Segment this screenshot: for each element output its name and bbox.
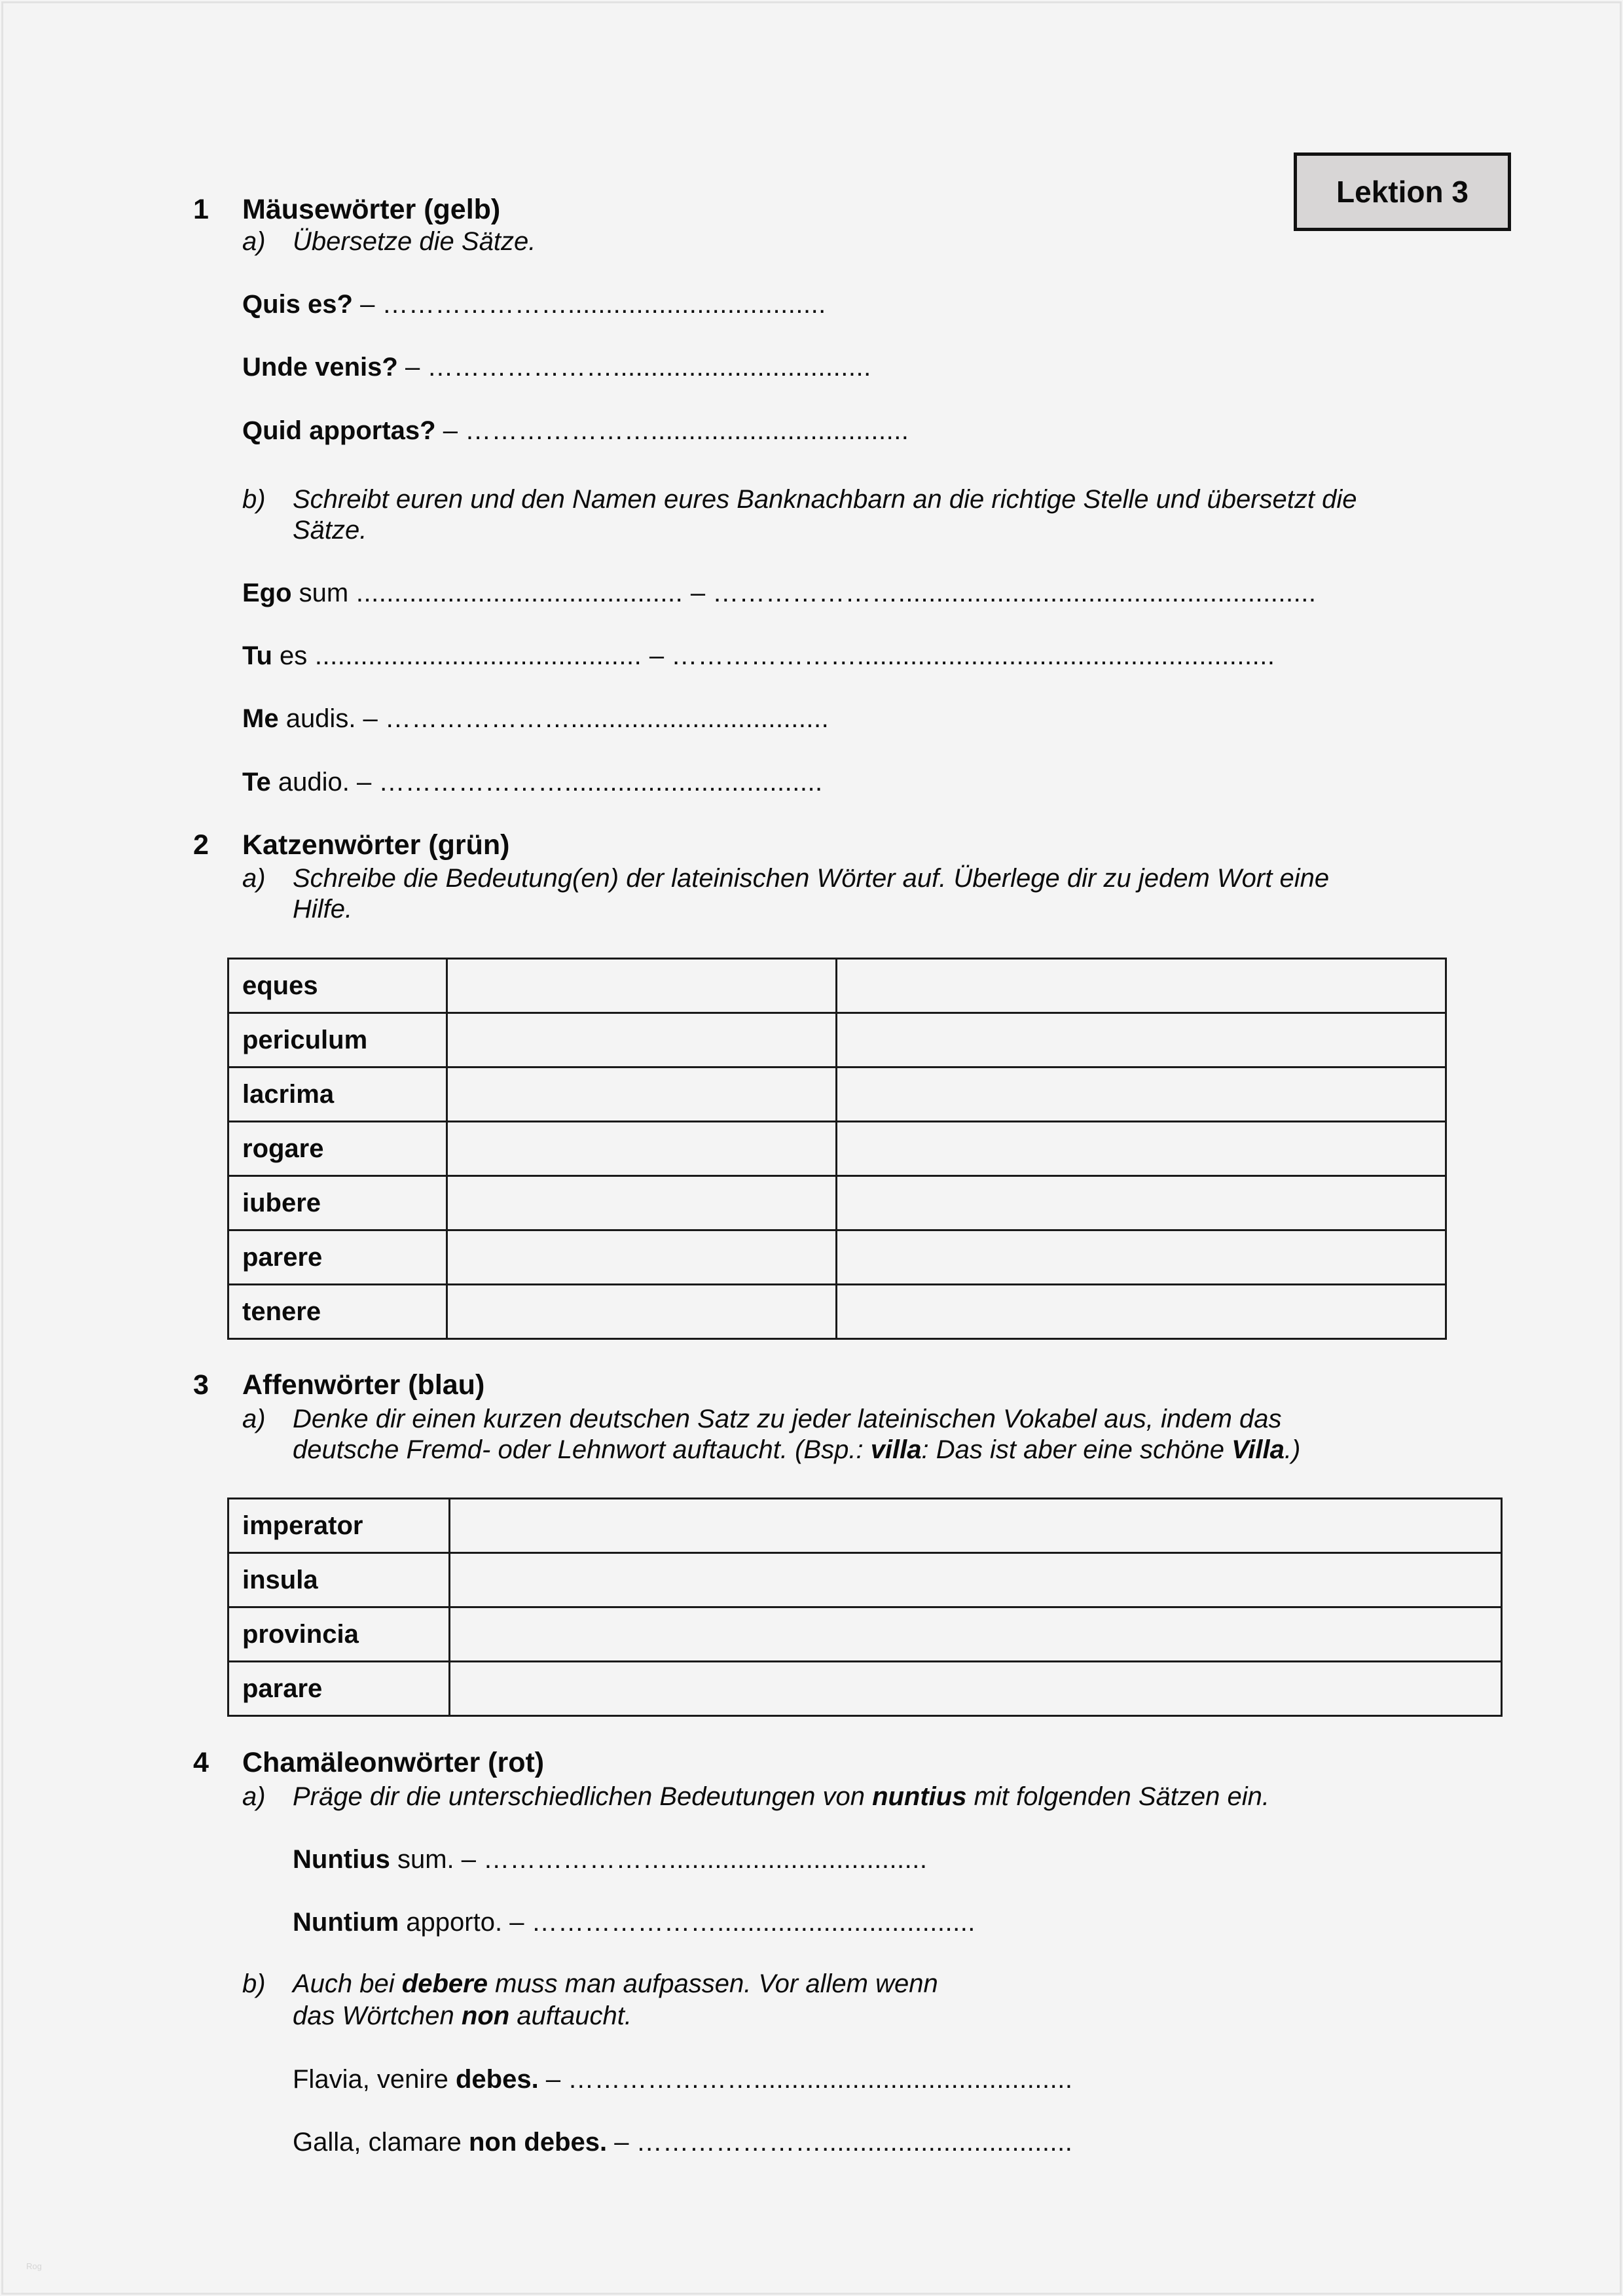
vocab-table-affen — [227, 1498, 1503, 1717]
vocab-table-katzen — [227, 958, 1447, 1340]
answer-blank[interactable]: ………………….................................. — [378, 768, 823, 797]
section-3a-instruction-line1: Denke dir einen kurzen deutschen Satz zu jeder lateinischen Vokabel aus, indem das — [293, 1405, 1282, 1433]
answer-blank[interactable]: …………………................................. — [636, 2128, 1073, 2157]
exercise-line: Flavia, venire debes. – ………………….......................................... — [293, 2065, 1073, 2094]
answer-blank[interactable]: ………………….......................................... — [568, 2065, 1073, 2094]
table-row — [228, 1607, 1502, 1662]
latin-word-cell: iubere — [228, 1176, 447, 1230]
latin-prompt: Unde venis? — [242, 353, 398, 382]
latin-prompt: Quid apportas? — [242, 416, 436, 445]
answer-blank[interactable]: ………………….................................. — [384, 704, 830, 733]
table-row — [228, 1122, 1446, 1176]
answer-blank[interactable]: …………………....................................................... — [671, 641, 1275, 670]
section-4-title: Chamäleonwörter (rot) — [242, 1747, 545, 1778]
section-2a-instruction-line1: Schreibe die Bedeutung(en) der lateinischen Wörter auf. Überlege dir zu jedem Wort eine — [293, 864, 1330, 893]
table-row — [228, 1662, 1502, 1716]
answer-blank[interactable]: ………………….................................. — [382, 290, 826, 319]
hint-cell[interactable] — [837, 1122, 1446, 1176]
meaning-cell[interactable] — [447, 1122, 837, 1176]
table-row — [228, 1067, 1446, 1122]
section-3a-instruction-line2: deutsche Fremd- oder Lehnwort auftaucht. (Bsp.: villa: Das ist aber eine schöne Villa.) — [293, 1435, 1301, 1464]
table-row — [228, 1553, 1502, 1607]
section-4a-instruction: Präge dir die unterschiedlichen Bedeutungen von nuntius mit folgenden Sätzen ein. — [293, 1782, 1270, 1811]
exercise-line: Tu es ........................................... – …………………....................................................... — [242, 641, 1275, 670]
sentence-cell[interactable] — [450, 1553, 1502, 1607]
section-1a-instruction: Übersetze die Sätze. — [293, 227, 536, 256]
exercise-line: Me audis. – ………………….................................. — [242, 704, 830, 733]
hint-cell[interactable] — [837, 1176, 1446, 1230]
exercise-line: Unde venis? – ………………….................................. — [242, 353, 871, 382]
latin-word-cell: insula — [228, 1553, 450, 1607]
section-1b-label: b) — [242, 485, 266, 514]
meaning-cell[interactable] — [447, 1230, 837, 1285]
sentence-cell[interactable] — [450, 1499, 1502, 1553]
section-4b-instruction-line2: das Wörtchen non auftaucht. — [293, 2001, 632, 2030]
table-row — [228, 959, 1446, 1013]
exercise-line: Quid apportas? – ………………….................................. — [242, 416, 909, 445]
latin-prompt: Quis es? — [242, 290, 353, 319]
hint-cell[interactable] — [837, 1230, 1446, 1285]
latin-word-cell: periculum — [228, 1013, 447, 1067]
latin-word-cell: provincia — [228, 1607, 450, 1662]
latin-word-cell: eques — [228, 959, 447, 1013]
section-1-number: 1 — [193, 194, 209, 225]
exercise-line: Te audio. – ………………….................................. — [242, 768, 823, 797]
hint-cell[interactable] — [837, 1013, 1446, 1067]
corner-watermark: Rog — [26, 2261, 42, 2271]
section-4-number: 4 — [193, 1747, 209, 1778]
meaning-cell[interactable] — [447, 1067, 837, 1122]
section-4b-instruction-line1: Auch bei debere muss man aufpassen. Vor allem wenn — [293, 1969, 938, 1998]
exercise-line: Nuntius sum. – ………………….................................. — [293, 1845, 928, 1874]
section-3a-label: a) — [242, 1405, 266, 1433]
answer-blank[interactable]: ………………….................................. — [427, 353, 871, 382]
exercise-line: Nuntium apporto. – ………………….................................. — [293, 1908, 976, 1937]
section-1-title: Mäusewörter (gelb) — [242, 194, 501, 225]
section-3-title: Affenwörter (blau) — [242, 1369, 485, 1401]
meaning-cell[interactable] — [447, 1285, 837, 1339]
section-1b-instruction-line1: Schreibt euren und den Namen eures Banknachbarn an die richtige Stelle und übersetzt die — [293, 485, 1357, 514]
latin-word-cell: imperator — [228, 1499, 450, 1553]
section-1b-instruction-line2: Sätze. — [293, 516, 367, 545]
section-2a-instruction-line2: Hilfe. — [293, 895, 353, 924]
section-1a-label: a) — [242, 227, 266, 256]
answer-blank[interactable]: ………………….................................. — [483, 1845, 928, 1874]
latin-word-cell: lacrima — [228, 1067, 447, 1122]
hint-cell[interactable] — [837, 959, 1446, 1013]
exercise-line: Quis es? – ………………….................................. — [242, 290, 826, 319]
section-2-title: Katzenwörter (grün) — [242, 829, 510, 861]
exercise-line: Galla, clamare non debes. – …………………................................. — [293, 2128, 1073, 2157]
meaning-cell[interactable] — [447, 1013, 837, 1067]
answer-blank[interactable]: ………………….................................. — [531, 1908, 976, 1937]
name-blank[interactable]: ........................................... — [348, 579, 691, 607]
section-4b-label: b) — [242, 1969, 266, 1998]
lesson-label: Lektion 3 — [1336, 175, 1468, 209]
exercise-line: Ego sum ........................................... – …………………....................................................... — [242, 579, 1317, 607]
table-row — [228, 1285, 1446, 1339]
answer-blank[interactable]: …………………....................................................... — [712, 579, 1317, 607]
latin-word-cell: parere — [228, 1230, 447, 1285]
lesson-badge — [1294, 152, 1511, 231]
table-row — [228, 1499, 1502, 1553]
example-word: villa — [870, 1435, 922, 1464]
meaning-cell[interactable] — [447, 959, 837, 1013]
latin-word-cell: tenere — [228, 1285, 447, 1339]
sentence-cell[interactable] — [450, 1662, 1502, 1716]
latin-word-cell: rogare — [228, 1122, 447, 1176]
example-loanword: Villa — [1231, 1435, 1285, 1464]
name-blank[interactable]: ........................................... — [307, 641, 649, 670]
meaning-cell[interactable] — [447, 1176, 837, 1230]
hint-cell[interactable] — [837, 1067, 1446, 1122]
sentence-cell[interactable] — [450, 1607, 1502, 1662]
table-row — [228, 1013, 1446, 1067]
table-row — [228, 1176, 1446, 1230]
section-3-number: 3 — [193, 1369, 209, 1401]
answer-blank[interactable]: ………………….................................. — [465, 416, 909, 445]
latin-word-cell: parare — [228, 1662, 450, 1716]
table-row — [228, 1230, 1446, 1285]
section-2-number: 2 — [193, 829, 209, 861]
section-2a-label: a) — [242, 864, 266, 893]
section-4a-label: a) — [242, 1782, 266, 1811]
hint-cell[interactable] — [837, 1285, 1446, 1339]
